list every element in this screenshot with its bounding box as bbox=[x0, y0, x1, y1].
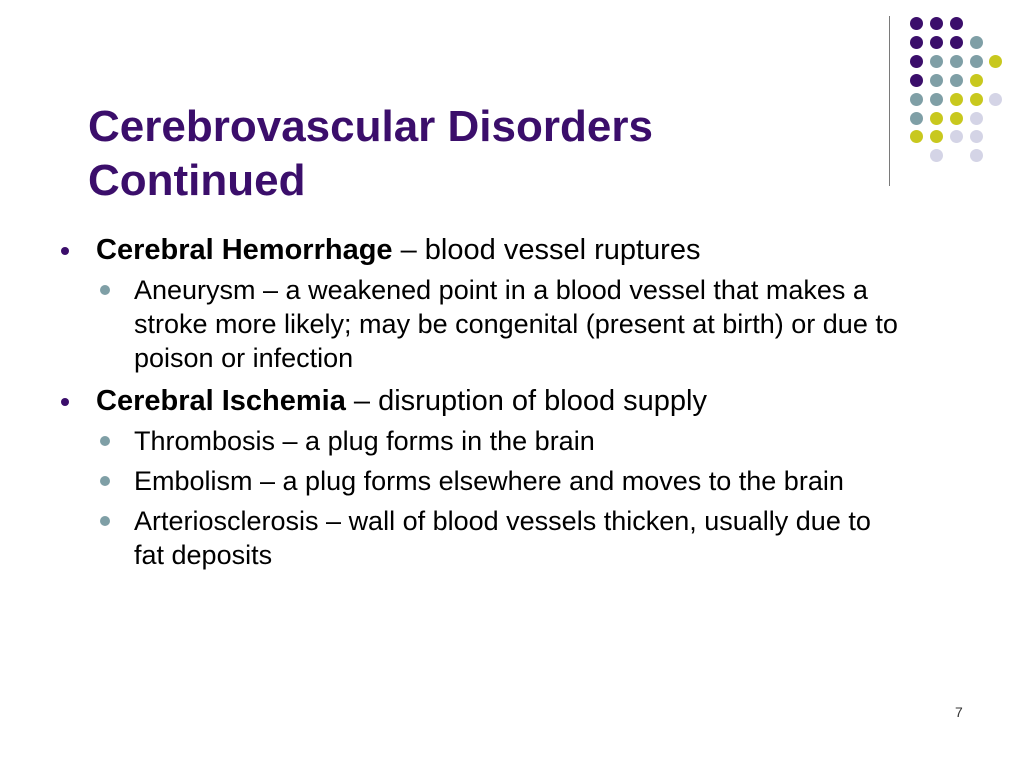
decorative-dot bbox=[950, 112, 963, 125]
decorative-dot bbox=[970, 130, 983, 143]
decorative-dot bbox=[910, 112, 923, 125]
decorative-dot bbox=[970, 74, 983, 87]
sub-bullet-text: Arteriosclerosis – wall of blood vessels thicken, usually due to fat deposits bbox=[134, 506, 871, 570]
decorative-dot bbox=[989, 93, 1002, 106]
sub-bullet-text: Aneurysm – a weakened point in a blood vessel that makes a stroke more likely; may be congenital (present at birth) or due to poison or infection bbox=[134, 275, 898, 373]
sub-bullet-dot-icon bbox=[100, 436, 110, 446]
decorative-dot bbox=[930, 149, 943, 162]
decorative-dot bbox=[910, 17, 923, 30]
decorative-dot bbox=[950, 130, 963, 143]
list-item bbox=[58, 384, 908, 572]
sub-bullet-text: Embolism – a plug forms elsewhere and moves to the brain bbox=[134, 466, 844, 496]
decorative-dot bbox=[950, 55, 963, 68]
decorative-dot bbox=[930, 55, 943, 68]
page-number: 7 bbox=[955, 704, 963, 720]
decorative-dot bbox=[970, 55, 983, 68]
title-line-2: Continued bbox=[88, 156, 306, 205]
decorative-dot bbox=[950, 36, 963, 49]
decorative-dot bbox=[930, 130, 943, 143]
bullet-text: – blood vessel ruptures bbox=[392, 234, 701, 266]
decorative-dot bbox=[989, 55, 1002, 68]
bullet-list bbox=[58, 233, 908, 581]
sub-bullet-dot-icon bbox=[100, 516, 110, 526]
decorative-dot bbox=[930, 93, 943, 106]
bullet-term: Cerebral Ischemia bbox=[96, 385, 346, 417]
decorative-dot bbox=[950, 93, 963, 106]
list-item bbox=[96, 504, 908, 572]
list-item bbox=[96, 273, 908, 375]
list-item bbox=[96, 424, 908, 458]
bullet-dot-icon bbox=[61, 247, 69, 255]
decorative-dot bbox=[930, 112, 943, 125]
sub-bullet-dot-icon bbox=[100, 285, 110, 295]
sub-bullet-list bbox=[96, 424, 908, 572]
sub-bullet-dot-icon bbox=[100, 476, 110, 486]
title-line-1: Cerebrovascular Disorders bbox=[88, 102, 653, 151]
bullet-term: Cerebral Hemorrhage bbox=[96, 234, 393, 266]
decorative-dot bbox=[970, 36, 983, 49]
decorative-dot bbox=[970, 112, 983, 125]
decorative-dot bbox=[950, 74, 963, 87]
decorative-dot bbox=[910, 36, 923, 49]
decorative-dot bbox=[970, 93, 983, 106]
decorative-dot bbox=[910, 74, 923, 87]
decorative-dot bbox=[930, 36, 943, 49]
decorative-dot bbox=[970, 149, 983, 162]
bullet-dot-icon bbox=[61, 398, 69, 406]
decorative-dot bbox=[910, 93, 923, 106]
list-item bbox=[58, 233, 908, 375]
sub-bullet-list bbox=[96, 273, 908, 375]
decorative-dot-grid bbox=[0, 0, 1024, 200]
decorative-dot bbox=[910, 55, 923, 68]
decorative-dot bbox=[910, 130, 923, 143]
decorative-dot bbox=[930, 74, 943, 87]
decorative-dot bbox=[950, 17, 963, 30]
list-item bbox=[96, 464, 908, 498]
decorative-dot bbox=[930, 17, 943, 30]
sub-bullet-text: Thrombosis – a plug forms in the brain bbox=[134, 426, 595, 456]
bullet-text: – disruption of blood supply bbox=[345, 385, 707, 417]
